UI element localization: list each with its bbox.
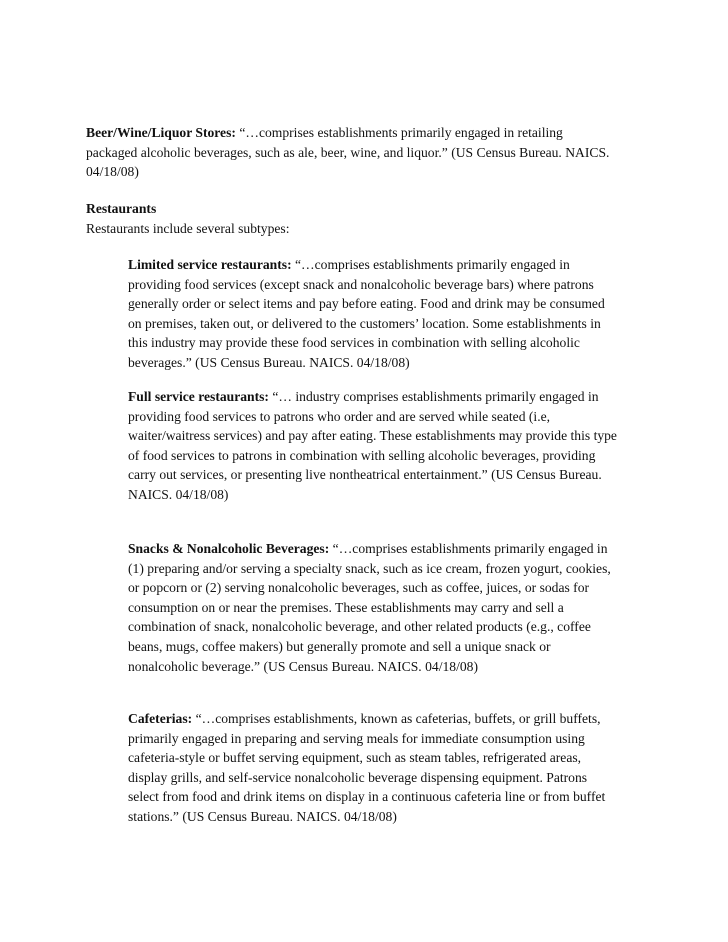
- entry-term: Cafeterias:: [128, 711, 193, 726]
- entry-line: stations.” (US Census Bureau. NAICS. 04/18/08): [128, 808, 397, 824]
- entry-line: providing food services to patrons who order and are served while seated (i.e,: [128, 408, 551, 424]
- entry-line: packaged alcoholic beverages, such as ale, beer, wine, and liquor.” (US Census Bureau. NAICS.: [86, 144, 610, 160]
- entry-line: nonalcoholic beverage.” (US Census Bureau. NAICS. 04/18/08): [128, 658, 478, 674]
- entry-line: Snacks & Nonalcoholic Beverages: “…comprises establishments primarily engaged in: [128, 541, 608, 556]
- entry-term: Beer/Wine/Liquor Stores:: [86, 125, 236, 140]
- entry-line: select from food and drink items on display in a continuous cafeteria line or from buffet: [128, 789, 606, 805]
- entry-line: 04/18/08): [86, 164, 139, 180]
- entry-beer-wine-liquor: [86, 123, 646, 182]
- entry-term: Limited service restaurants:: [128, 257, 292, 272]
- entry-line: NAICS. 04/18/08): [128, 486, 229, 502]
- entry-line: generally order or select items and pay before eating. Food and drink may be consumed: [128, 296, 605, 312]
- entry-line: Full service restaurants: “… industry comprises establishments primarily engaged in: [128, 389, 599, 404]
- entry-line: (1) preparing and/or serving a specialty snack, such as ice cream, frozen yogurt, cookies,: [128, 560, 611, 576]
- entry-line: primarily engaged in preparing and serving meals for immediate consumption using: [128, 730, 585, 746]
- entry-line: waiter/waitress services) and pay after eating. These establishments may provide this type: [128, 428, 617, 444]
- entry-snacks-beverages: [128, 539, 648, 676]
- entry-line: on premises, taken out, or delivered to the customers’ location. Some establishments in: [128, 315, 601, 331]
- entry-line: this industry may provide these food services in combination with selling alcoholic: [128, 335, 580, 351]
- entry-line: combination of snack, nonalcoholic beverage, and other related products (e.g., coffee: [128, 619, 591, 635]
- section-intro: Restaurants include several subtypes:: [86, 220, 290, 236]
- entry-line: beans, mugs, coffee makers) but generally promote and sell a unique snack or: [128, 638, 551, 654]
- entry-line: carry out services, or presenting live nontheatrical entertainment.” (US Census Bureau.: [128, 467, 602, 483]
- entry-term: Full service restaurants:: [128, 389, 269, 404]
- entry-line: Beer/Wine/Liquor Stores: “…comprises establishments primarily engaged in retailing: [86, 125, 563, 140]
- entry-term: Snacks & Nonalcoholic Beverages:: [128, 541, 330, 556]
- entry-line: consumption on or near the premises. These establishments may carry and sell a: [128, 599, 564, 615]
- entry-line: Cafeterias: “…comprises establishments, known as cafeterias, buffets, or grill buffets,: [128, 711, 601, 726]
- entry-line: Limited service restaurants: “…comprises establishments primarily engaged in: [128, 257, 570, 272]
- section-heading: Restaurants: [86, 201, 157, 216]
- entry-line: of food services to patrons in combination with selling alcoholic beverages, providing: [128, 447, 596, 463]
- entry-line: providing food services (except snack and nonalcoholic beverage bars) where patrons: [128, 276, 594, 292]
- entry-cafeterias: [128, 709, 648, 827]
- entry-full-service: [128, 387, 648, 505]
- entry-limited-service: [128, 255, 648, 373]
- entry-line: cafeteria-style or buffet serving equipment, such as steam tables, refrigerated areas,: [128, 750, 582, 766]
- entry-line: or popcorn or (2) serving nonalcoholic beverages, such as coffee, juices, or sodas for: [128, 580, 590, 596]
- section-restaurants: [86, 199, 646, 238]
- entry-line: beverages.” (US Census Bureau. NAICS. 04/18/08): [128, 354, 410, 370]
- entry-line: display grills, and self-service nonalcoholic beverage dispensing equipment. Patrons: [128, 769, 588, 785]
